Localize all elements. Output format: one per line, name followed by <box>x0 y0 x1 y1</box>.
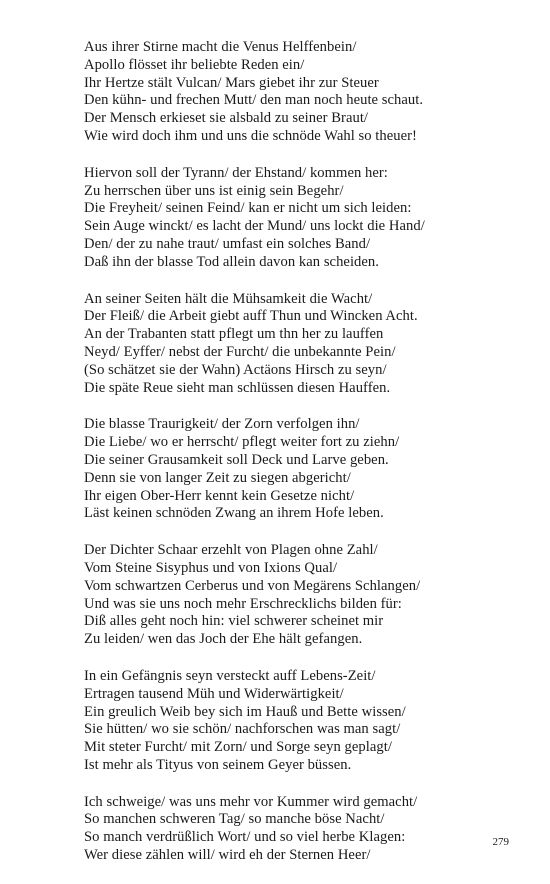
page-number: 279 <box>492 836 509 848</box>
poem-line: Wer diese zählen will/ wird eh der Sternen Heer/ <box>84 847 371 864</box>
poem-line: Daß ihn der blasse Tod allein davon kan scheiden. <box>84 253 379 270</box>
poem-line: Und was sie uns noch mehr Erschrecklichs bilden für: <box>84 595 402 612</box>
poem-line: Sie hütten/ wo sie schön/ nachforschen was man sagt/ <box>84 721 401 738</box>
poem-line: Apollo flösset ihr beliebte Reden ein/ <box>84 56 305 73</box>
stanza-1 <box>84 39 524 146</box>
poem-line: Diß alles geht noch hin: viel schwerer scheinet mir <box>84 613 384 630</box>
poem-line: Läst keinen schnöden Zwang an ihrem Hofe leben. <box>84 505 384 522</box>
poem-line: Zu leiden/ wen das Joch der Ehe hält gefangen. <box>84 631 363 648</box>
poem-line: Wie wird doch ihm und uns die schnöde Wahl so theuer! <box>84 127 417 144</box>
poem-line: Der Dichter Schaar erzehlt von Plagen ohne Zahl/ <box>84 542 378 559</box>
poem-line: Zu herrschen über uns ist einig sein Begehr/ <box>84 182 344 199</box>
poem-line: Der Fleiß/ die Arbeit giebt auff Thun und Wincken Acht. <box>84 308 418 325</box>
poem-line: Die Liebe/ wo er herrscht/ pflegt weiter fort zu ziehn/ <box>84 434 400 451</box>
poem-line: Vom Steine Sisyphus und von Ixions Qual/ <box>84 559 338 576</box>
poem-line: Die blasse Traurigkeit/ der Zorn verfolgen ihn/ <box>84 416 360 433</box>
poem-line: Ihr Hertze stält Vulcan/ Mars giebet ihr zur Steuer <box>84 74 379 91</box>
poem-line: Den/ der zu nahe traut/ umfast ein solches Band/ <box>84 235 371 252</box>
poem-line: Ich schweige/ was uns mehr vor Kummer wird gemacht/ <box>84 793 418 810</box>
poem-line: Die späte Reue sieht man schlüssen diesen Hauffen. <box>84 379 391 396</box>
poem-line: Aus ihrer Stirne macht die Venus Helffenbein/ <box>84 39 357 55</box>
poem-line: Neyd/ Eyffer/ nebst der Furcht/ die unbekannte Pein/ <box>84 343 396 360</box>
poem-line: An seiner Seiten hält die Mühsamkeit die Wacht/ <box>84 290 373 307</box>
poem-text <box>84 39 524 884</box>
stanza-6 <box>84 668 524 775</box>
poem-line: (So schätzet sie der Wahn) Actäons Hirsch zu seyn/ <box>84 361 387 378</box>
poem-line: Ihr eigen Ober-Herr kennt kein Gesetze nicht/ <box>84 487 355 504</box>
stanza-3 <box>84 291 524 398</box>
poem-line: So manch verdrüßlich Wort/ und so viel herbe Klagen: <box>84 829 406 846</box>
poem-line: Denn sie von langer Zeit zu siegen abgericht/ <box>84 469 351 486</box>
poem-line: Die seiner Grausamkeit soll Deck und Larve geben. <box>84 451 389 468</box>
poem-line: Der Mensch erkieset sie alsbald zu seiner Braut/ <box>84 110 369 127</box>
poem-line: Vom schwartzen Cerberus und von Megärens Schlangen/ <box>84 577 421 594</box>
poem-line: Ist mehr als Tityus von seinem Geyer büssen. <box>84 756 352 773</box>
stanza-5 <box>84 542 524 649</box>
poem-line: Ein greulich Weib bey sich im Hauß und Bette wissen/ <box>84 703 406 720</box>
poem-line: Ertragen tausend Müh und Widerwärtigkeit/ <box>84 685 344 702</box>
poem-line: So manchen schweren Tag/ so manche böse Nacht/ <box>84 811 385 828</box>
poem-line: In ein Gefängnis seyn versteckt auff Lebens-Zeit/ <box>84 667 376 684</box>
poem-line: Hiervon soll der Tyrann/ der Ehstand/ kommen her: <box>84 164 388 181</box>
stanza-2 <box>84 165 524 272</box>
poem-line: Sein Auge winckt/ es lacht der Mund/ uns lockt die Hand/ <box>84 218 425 235</box>
stanza-4 <box>84 416 524 523</box>
poem-line: Mit steter Furcht/ mit Zorn/ und Sorge seyn geplagt/ <box>84 739 392 756</box>
stanza-7 <box>84 794 524 865</box>
poem-line: An der Trabanten statt pflegt um thn her zu lauffen <box>84 326 384 343</box>
poem-line: Den kühn- und frechen Mutt/ den man noch heute schaut. <box>84 92 424 109</box>
poem-line: Die Freyheit/ seinen Feind/ kan er nicht um sich leiden: <box>84 200 412 217</box>
